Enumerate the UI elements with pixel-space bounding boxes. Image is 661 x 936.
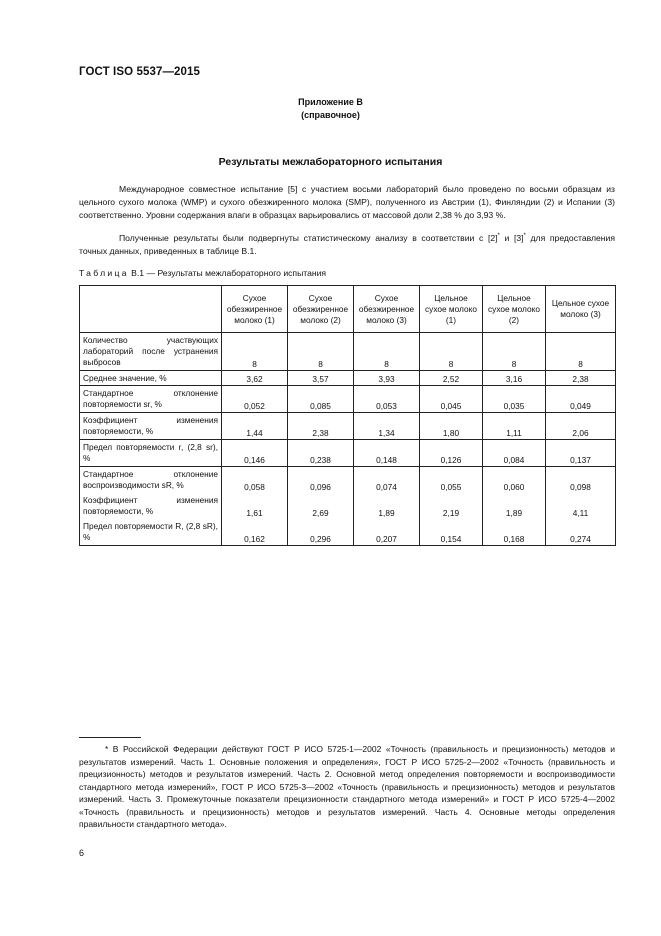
table-cell: 8 <box>546 333 616 371</box>
table-caption-label: Таблица <box>79 268 129 278</box>
paragraph-2 <box>79 232 615 258</box>
table-cell: 8 <box>222 333 288 371</box>
table-cell: 1,89 <box>354 493 420 519</box>
table-cell: 0,274 <box>546 519 616 546</box>
table-cell: 1,44 <box>222 413 288 440</box>
row-label: Стандартное отклонение повторяемости sr, % <box>80 386 222 413</box>
table-cell: 3,93 <box>354 371 420 386</box>
page-number: 6 <box>79 848 85 858</box>
table-cell: 0,035 <box>483 386 546 413</box>
footnote-divider <box>79 737 141 738</box>
column-header: Сухое обезжиренное молоко (3) <box>354 286 420 333</box>
header-empty-cell <box>80 286 222 333</box>
footnote-ref-1: * <box>497 233 500 240</box>
table-cell: 0,055 <box>420 467 483 494</box>
table-header-row <box>80 286 616 333</box>
row-label: Количество участвующих лабораторий после устранения выбросов <box>80 333 222 371</box>
table-cell: 0,126 <box>420 440 483 467</box>
column-header: Цельное сухое молоко (3) <box>546 286 616 333</box>
table-cell: 0,045 <box>420 386 483 413</box>
table-cell: 0,207 <box>354 519 420 546</box>
document-header: ГОСТ ISO 5537—2015 <box>79 66 201 78</box>
table-row <box>80 493 616 519</box>
paragraph-2-part-1: Полученные результаты были подвергнуты статистическому анализу в соответствии с [2] <box>119 233 498 243</box>
appendix-subtitle: (справочное) <box>301 110 360 120</box>
table-cell: 3,62 <box>222 371 288 386</box>
column-header: Цельное сухое молоко (1) <box>420 286 483 333</box>
table-cell: 2,38 <box>546 371 616 386</box>
footnote: * В Российской Федерации действуют ГОСТ Р ИСО 5725-1—2002 «Точность (правильность и прецизионность) методов и результатов измерений. Часть 1. Основные положения и определения», ГОСТ Р ИСО 5725-2—2002 «Точность (правильность и прецизионность) методов и результатов измерений. Часть 2. Основной метод определения повторяемости и воспроизводимости стандартного метода измерений», ГОСТ Р ИСО 5725-3—2002 «Точность (правильность и прецизионность) методов и результатов измерений. Часть 3. Промежуточные показатели прецизионности стандартного метода измерений» и ГОСТ Р ИСО 5725-4—2002 «Точность (правильность и прецизионность) методов и результатов измерений. Часть 4. Основные методы определения правильности стандартного метода». <box>79 744 615 829</box>
paragraph-1: Международное совместное испытание [5] с участием восьми лабораторий было проведено по восьми образцам из цельного сухого молока (WMP) и сухого обезжиренного молока (SMP), полученного из Австрии (1), Финляндии (2) и Испании (3) соответственно. Уровни содержания влаги в образцах варьировались от массовой доли 2,38 % до 3,93 %. <box>79 184 615 220</box>
row-label: Предел повторяемости r, (2,8 sr), % <box>80 440 222 467</box>
table-cell: 2,06 <box>546 413 616 440</box>
table-cell: 0,053 <box>354 386 420 413</box>
table-cell: 3,57 <box>288 371 354 386</box>
column-header: Цельное сухое молоко (2) <box>483 286 546 333</box>
table-cell: 2,52 <box>420 371 483 386</box>
table-row <box>80 386 616 413</box>
table-cell: 0,238 <box>288 440 354 467</box>
table-caption <box>79 268 326 278</box>
table-cell: 0,296 <box>288 519 354 546</box>
table-cell: 8 <box>354 333 420 371</box>
table-cell: 3,16 <box>483 371 546 386</box>
paragraph-2-part-3: для предоставления точных данных, приведенных в таблице В.1. <box>79 233 615 256</box>
table-cell: 0,058 <box>222 467 288 494</box>
row-label: Коэффициент изменения повторяемости, % <box>80 493 222 519</box>
row-label: Коэффициент изменения повторяемости, % <box>80 413 222 440</box>
table-cell: 0,137 <box>546 440 616 467</box>
table-row <box>80 371 616 386</box>
table-cell: 0,084 <box>483 440 546 467</box>
table-cell: 2,38 <box>288 413 354 440</box>
row-label: Среднее значение, % <box>80 371 222 386</box>
table-cell: 0,098 <box>546 467 616 494</box>
table-cell: 0,049 <box>546 386 616 413</box>
footnote-ref-2: * <box>523 233 526 240</box>
table-cell: 0,096 <box>288 467 354 494</box>
table-cell: 4,11 <box>546 493 616 519</box>
table-cell: 0,052 <box>222 386 288 413</box>
table-cell: 2,19 <box>420 493 483 519</box>
table-row <box>80 440 616 467</box>
appendix-title: Приложение В <box>298 97 363 107</box>
table-cell: 0,168 <box>483 519 546 546</box>
table-cell: 8 <box>420 333 483 371</box>
table-cell: 8 <box>288 333 354 371</box>
section-title: Результаты межлабораторного испытания <box>218 156 443 168</box>
table-cell: 2,69 <box>288 493 354 519</box>
table-row <box>80 467 616 494</box>
table-cell: 1,89 <box>483 493 546 519</box>
paragraph-2-part-2: и [3] <box>499 233 524 243</box>
table-cell: 8 <box>483 333 546 371</box>
row-label: Предел повторяемости R, (2,8 sR), % <box>80 519 222 546</box>
table-cell: 1,80 <box>420 413 483 440</box>
table-cell: 0,085 <box>288 386 354 413</box>
table-cell: 1,61 <box>222 493 288 519</box>
row-label: Стандартное отклонение воспроизводимости sR, % <box>80 467 222 494</box>
table-cell: 0,060 <box>483 467 546 494</box>
table-caption-text: В.1 — Результаты межлабораторного испытания <box>128 268 327 278</box>
table-row <box>80 333 616 371</box>
table-row <box>80 413 616 440</box>
table-cell: 0,154 <box>420 519 483 546</box>
column-header: Сухое обезжиренное молоко (1) <box>222 286 288 333</box>
table-cell: 0,074 <box>354 467 420 494</box>
table-cell: 0,148 <box>354 440 420 467</box>
column-header: Сухое обезжиренное молоко (2) <box>288 286 354 333</box>
table-cell: 0,162 <box>222 519 288 546</box>
table-cell: 0,146 <box>222 440 288 467</box>
table-cell: 1,34 <box>354 413 420 440</box>
table-row <box>80 519 616 546</box>
table-cell: 1,11 <box>483 413 546 440</box>
results-table <box>79 285 616 546</box>
